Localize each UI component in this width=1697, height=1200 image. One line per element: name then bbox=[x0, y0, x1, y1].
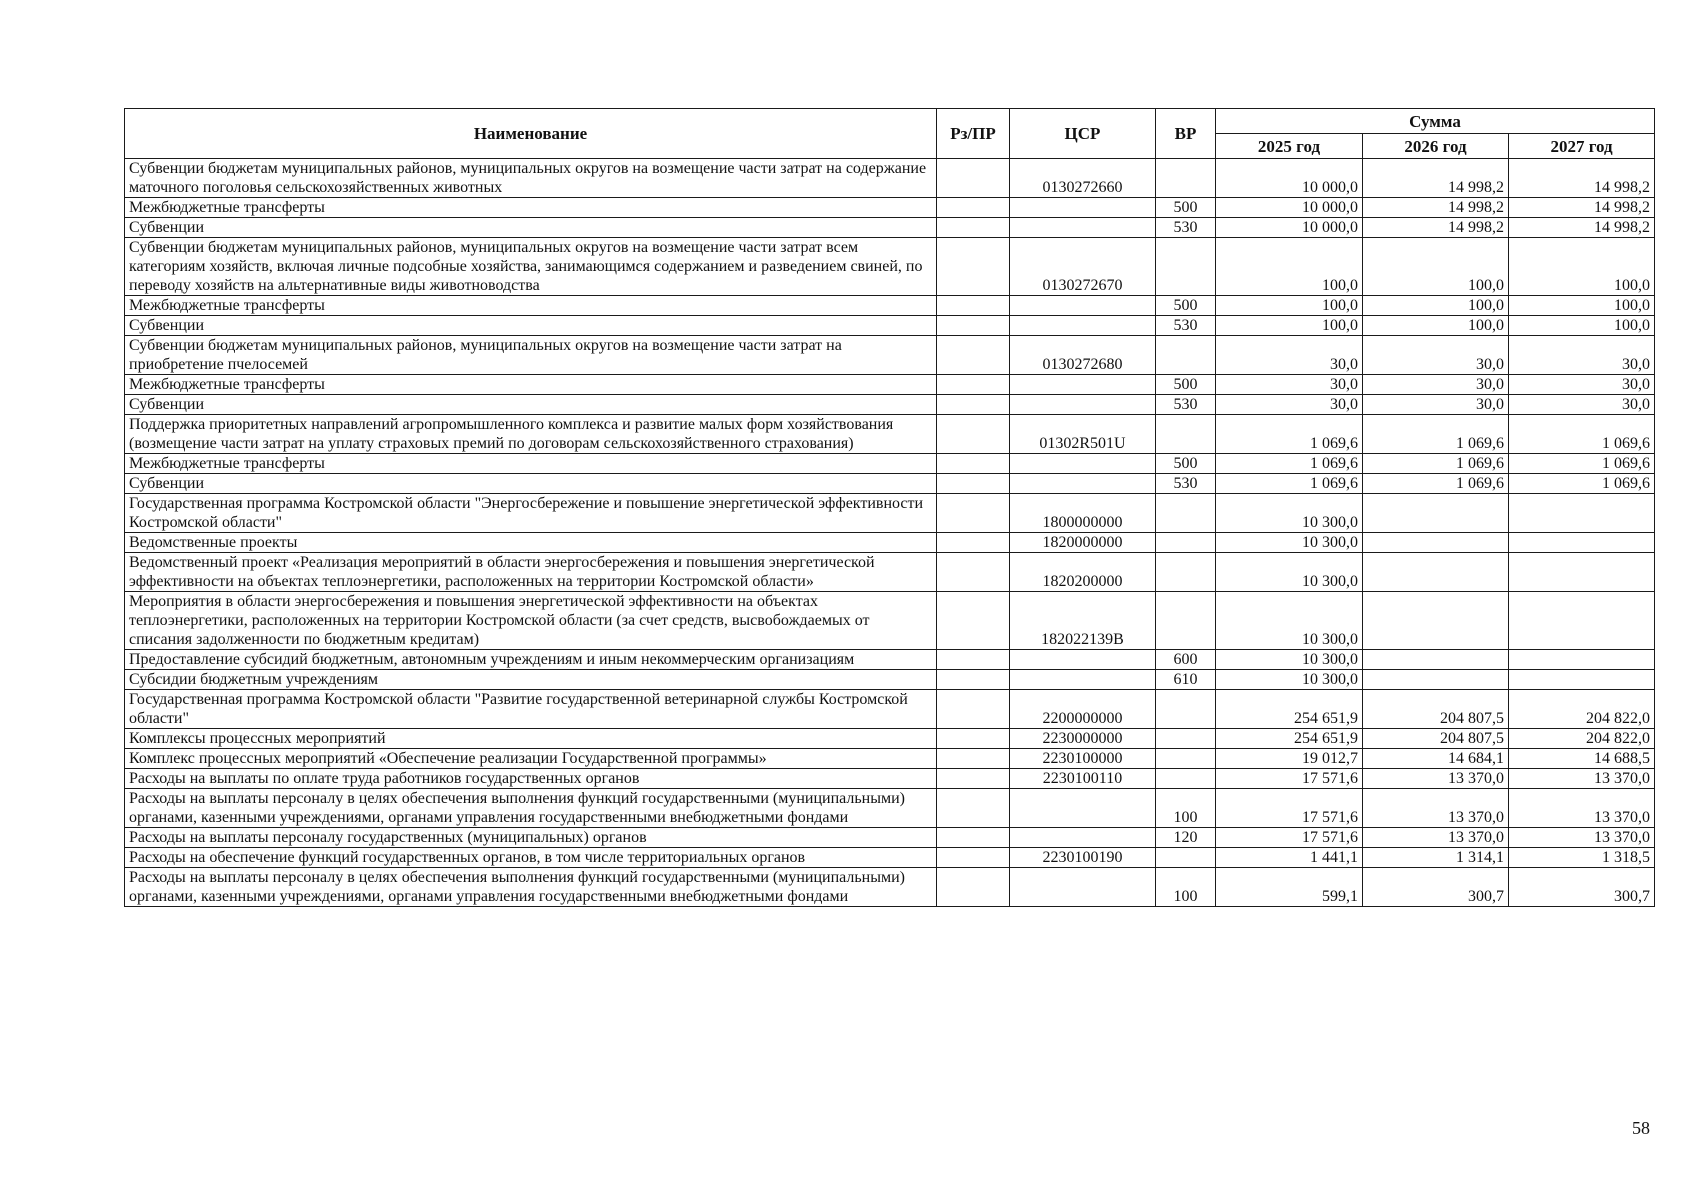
table-row bbox=[125, 828, 1655, 848]
row-rz bbox=[937, 198, 1010, 218]
row-name: Субвенции bbox=[125, 474, 937, 494]
row-2027: 30,0 bbox=[1509, 336, 1655, 375]
table-row bbox=[125, 533, 1655, 553]
row-2027: 13 370,0 bbox=[1509, 789, 1655, 828]
row-vr bbox=[1156, 729, 1216, 749]
row-2025: 10 000,0 bbox=[1216, 218, 1363, 238]
table-row bbox=[125, 198, 1655, 218]
row-vr: 530 bbox=[1156, 218, 1216, 238]
row-name: Комплекс процессных мероприятий «Обеспечение реализации Государственной программы» bbox=[125, 749, 937, 769]
row-vr: 500 bbox=[1156, 375, 1216, 395]
row-2026: 13 370,0 bbox=[1363, 789, 1509, 828]
row-rz bbox=[937, 789, 1010, 828]
row-csr bbox=[1010, 375, 1156, 395]
row-name: Межбюджетные трансферты bbox=[125, 296, 937, 316]
row-csr bbox=[1010, 789, 1156, 828]
row-2025: 19 012,7 bbox=[1216, 749, 1363, 769]
row-2026: 14 998,2 bbox=[1363, 198, 1509, 218]
row-rz bbox=[937, 533, 1010, 553]
row-name: Межбюджетные трансферты bbox=[125, 454, 937, 474]
table-row bbox=[125, 690, 1655, 729]
table-row bbox=[125, 868, 1655, 907]
row-2025: 1 069,6 bbox=[1216, 474, 1363, 494]
row-csr: 0130272670 bbox=[1010, 238, 1156, 296]
col-header-2025: 2025 год bbox=[1216, 134, 1363, 159]
row-2027: 13 370,0 bbox=[1509, 828, 1655, 848]
row-2027 bbox=[1509, 670, 1655, 690]
row-2027: 1 069,6 bbox=[1509, 474, 1655, 494]
row-2027: 30,0 bbox=[1509, 375, 1655, 395]
row-2025: 1 069,6 bbox=[1216, 454, 1363, 474]
row-csr: 2230100110 bbox=[1010, 769, 1156, 789]
row-2025: 1 069,6 bbox=[1216, 415, 1363, 454]
row-2026: 204 807,5 bbox=[1363, 729, 1509, 749]
row-rz bbox=[937, 769, 1010, 789]
row-csr: 2230000000 bbox=[1010, 729, 1156, 749]
row-2027: 14 998,2 bbox=[1509, 198, 1655, 218]
row-2026: 13 370,0 bbox=[1363, 769, 1509, 789]
row-2026 bbox=[1363, 592, 1509, 650]
page-number: 58 bbox=[1632, 1118, 1650, 1138]
row-2025: 17 571,6 bbox=[1216, 769, 1363, 789]
row-vr bbox=[1156, 592, 1216, 650]
row-name: Расходы на выплаты персоналу в целях обеспечения выполнения функций государственными (муниципальными) органами, казенными учреждениями, органами управления государственными внебюджетными фондами bbox=[125, 868, 937, 907]
table-row bbox=[125, 494, 1655, 533]
row-vr: 600 bbox=[1156, 650, 1216, 670]
table-row bbox=[125, 375, 1655, 395]
table-row bbox=[125, 454, 1655, 474]
row-vr bbox=[1156, 749, 1216, 769]
col-header-2026: 2026 год bbox=[1363, 134, 1509, 159]
row-csr bbox=[1010, 454, 1156, 474]
row-2026: 30,0 bbox=[1363, 375, 1509, 395]
table-row bbox=[125, 650, 1655, 670]
row-2025: 10 000,0 bbox=[1216, 159, 1363, 198]
row-rz bbox=[937, 650, 1010, 670]
row-2026: 204 807,5 bbox=[1363, 690, 1509, 729]
table-row bbox=[125, 474, 1655, 494]
row-csr bbox=[1010, 296, 1156, 316]
row-name: Ведомственные проекты bbox=[125, 533, 937, 553]
row-csr bbox=[1010, 474, 1156, 494]
row-2027: 14 998,2 bbox=[1509, 218, 1655, 238]
row-2026: 30,0 bbox=[1363, 336, 1509, 375]
row-2025: 10 000,0 bbox=[1216, 198, 1363, 218]
table-row bbox=[125, 848, 1655, 868]
row-rz bbox=[937, 690, 1010, 729]
col-header-rz: Рз/ПР bbox=[937, 109, 1010, 159]
row-rz bbox=[937, 454, 1010, 474]
table-row bbox=[125, 316, 1655, 336]
row-csr: 182022139В bbox=[1010, 592, 1156, 650]
row-name: Расходы на обеспечение функций государственных органов, в том числе территориальных органов bbox=[125, 848, 937, 868]
row-2026 bbox=[1363, 650, 1509, 670]
row-name: Расходы на выплаты персоналу государственных (муниципальных) органов bbox=[125, 828, 937, 848]
row-vr bbox=[1156, 553, 1216, 592]
row-2026 bbox=[1363, 494, 1509, 533]
row-2026: 100,0 bbox=[1363, 296, 1509, 316]
row-2025: 30,0 bbox=[1216, 395, 1363, 415]
row-name: Субвенции bbox=[125, 218, 937, 238]
row-vr: 530 bbox=[1156, 474, 1216, 494]
row-2027 bbox=[1509, 553, 1655, 592]
row-rz bbox=[937, 316, 1010, 336]
row-vr bbox=[1156, 159, 1216, 198]
table-row bbox=[125, 218, 1655, 238]
row-2026: 100,0 bbox=[1363, 238, 1509, 296]
row-2025: 100,0 bbox=[1216, 238, 1363, 296]
row-2027: 300,7 bbox=[1509, 868, 1655, 907]
row-2027 bbox=[1509, 533, 1655, 553]
row-vr: 100 bbox=[1156, 789, 1216, 828]
row-rz bbox=[937, 375, 1010, 395]
row-csr: 2200000000 bbox=[1010, 690, 1156, 729]
row-vr bbox=[1156, 238, 1216, 296]
row-csr: 01302R501U bbox=[1010, 415, 1156, 454]
row-2027: 100,0 bbox=[1509, 296, 1655, 316]
row-rz bbox=[937, 749, 1010, 769]
row-2027 bbox=[1509, 650, 1655, 670]
row-rz bbox=[937, 296, 1010, 316]
table-row bbox=[125, 336, 1655, 375]
row-rz bbox=[937, 218, 1010, 238]
table-row bbox=[125, 415, 1655, 454]
row-name: Межбюджетные трансферты bbox=[125, 198, 937, 218]
row-rz bbox=[937, 670, 1010, 690]
table-row bbox=[125, 592, 1655, 650]
table-row bbox=[125, 395, 1655, 415]
row-2025: 10 300,0 bbox=[1216, 592, 1363, 650]
row-vr bbox=[1156, 848, 1216, 868]
row-name: Поддержка приоритетных направлений агропромышленного комплекса и развитие малых форм хозяйствования (возмещение части затрат на уплату страховых премий по договорам сельскохозяйственного страхования) bbox=[125, 415, 937, 454]
row-vr bbox=[1156, 533, 1216, 553]
col-header-name: Наименование bbox=[125, 109, 937, 159]
table-row bbox=[125, 729, 1655, 749]
table-row bbox=[125, 553, 1655, 592]
row-2027: 1 318,5 bbox=[1509, 848, 1655, 868]
row-name: Государственная программа Костромской области "Развитие государственной ветеринарной службы Костромской области" bbox=[125, 690, 937, 729]
row-rz bbox=[937, 592, 1010, 650]
table-body bbox=[125, 159, 1655, 907]
row-2026: 100,0 bbox=[1363, 316, 1509, 336]
row-2027: 1 069,6 bbox=[1509, 415, 1655, 454]
row-vr bbox=[1156, 494, 1216, 533]
row-rz bbox=[937, 159, 1010, 198]
col-header-2027: 2027 год bbox=[1509, 134, 1655, 159]
row-name: Государственная программа Костромской области "Энергосбережение и повышение энергетической эффективности Костромской области" bbox=[125, 494, 937, 533]
row-2025: 30,0 bbox=[1216, 375, 1363, 395]
row-vr: 500 bbox=[1156, 296, 1216, 316]
row-2026: 14 998,2 bbox=[1363, 159, 1509, 198]
row-2027: 14 998,2 bbox=[1509, 159, 1655, 198]
budget-table bbox=[124, 108, 1655, 907]
row-csr: 0130272680 bbox=[1010, 336, 1156, 375]
row-2027: 30,0 bbox=[1509, 395, 1655, 415]
row-2025: 10 300,0 bbox=[1216, 533, 1363, 553]
row-2027: 13 370,0 bbox=[1509, 769, 1655, 789]
row-2025: 10 300,0 bbox=[1216, 650, 1363, 670]
row-name: Расходы на выплаты по оплате труда работников государственных органов bbox=[125, 769, 937, 789]
row-name: Ведомственный проект «Реализация мероприятий в области энергосбережения и повышения энергетической эффективности на объектах теплоэнергетики, расположенных на территории Костромской области» bbox=[125, 553, 937, 592]
row-2025: 10 300,0 bbox=[1216, 553, 1363, 592]
row-rz bbox=[937, 474, 1010, 494]
table-row bbox=[125, 769, 1655, 789]
row-rz bbox=[937, 848, 1010, 868]
row-2026: 1 069,6 bbox=[1363, 474, 1509, 494]
row-csr bbox=[1010, 828, 1156, 848]
row-2027: 204 822,0 bbox=[1509, 690, 1655, 729]
row-rz bbox=[937, 336, 1010, 375]
row-csr: 1800000000 bbox=[1010, 494, 1156, 533]
row-vr: 100 bbox=[1156, 868, 1216, 907]
row-2025: 599,1 bbox=[1216, 868, 1363, 907]
row-2027: 14 688,5 bbox=[1509, 749, 1655, 769]
row-2026: 30,0 bbox=[1363, 395, 1509, 415]
row-rz bbox=[937, 395, 1010, 415]
row-name: Субвенции bbox=[125, 316, 937, 336]
row-2026: 1 069,6 bbox=[1363, 454, 1509, 474]
table-row bbox=[125, 238, 1655, 296]
row-2025: 254 651,9 bbox=[1216, 690, 1363, 729]
row-2027: 100,0 bbox=[1509, 238, 1655, 296]
row-name: Субвенции бюджетам муниципальных районов, муниципальных округов на возмещение части затрат на приобретение пчелосемей bbox=[125, 336, 937, 375]
row-2027: 100,0 bbox=[1509, 316, 1655, 336]
row-csr: 1820000000 bbox=[1010, 533, 1156, 553]
row-2026: 1 069,6 bbox=[1363, 415, 1509, 454]
row-name: Предоставление субсидий бюджетным, автономным учреждениям и иным некоммерческим организациям bbox=[125, 650, 937, 670]
row-name: Субвенции бюджетам муниципальных районов, муниципальных округов на возмещение части затрат на содержание маточного поголовья сельскохозяйственных животных bbox=[125, 159, 937, 198]
row-csr: 2230100190 bbox=[1010, 848, 1156, 868]
table-row bbox=[125, 789, 1655, 828]
row-csr bbox=[1010, 198, 1156, 218]
row-vr: 610 bbox=[1156, 670, 1216, 690]
row-rz bbox=[937, 415, 1010, 454]
row-2026: 1 314,1 bbox=[1363, 848, 1509, 868]
row-2025: 30,0 bbox=[1216, 336, 1363, 375]
row-2026: 14 684,1 bbox=[1363, 749, 1509, 769]
row-name: Расходы на выплаты персоналу в целях обеспечения выполнения функций государственными (муниципальными) органами, казенными учреждениями, органами управления государственными внебюджетными фондами bbox=[125, 789, 937, 828]
row-csr bbox=[1010, 218, 1156, 238]
row-name: Субсидии бюджетным учреждениям bbox=[125, 670, 937, 690]
row-rz bbox=[937, 868, 1010, 907]
col-header-csr: ЦСР bbox=[1010, 109, 1156, 159]
row-rz bbox=[937, 494, 1010, 533]
row-2025: 100,0 bbox=[1216, 296, 1363, 316]
row-rz bbox=[937, 828, 1010, 848]
row-csr: 1820200000 bbox=[1010, 553, 1156, 592]
row-2027: 1 069,6 bbox=[1509, 454, 1655, 474]
row-csr bbox=[1010, 395, 1156, 415]
row-2025: 254 651,9 bbox=[1216, 729, 1363, 749]
col-header-vr: ВР bbox=[1156, 109, 1216, 159]
row-2027 bbox=[1509, 494, 1655, 533]
row-2025: 1 441,1 bbox=[1216, 848, 1363, 868]
table-row bbox=[125, 159, 1655, 198]
row-csr: 0130272660 bbox=[1010, 159, 1156, 198]
row-2026: 13 370,0 bbox=[1363, 828, 1509, 848]
row-name: Субвенции бюджетам муниципальных районов, муниципальных округов на возмещение части затрат всем категориям хозяйств, включая личные подсобные хозяйства, занимающимся содержанием и разведением свиней, по переводу хозяйств на альтернативные виды животноводства bbox=[125, 238, 937, 296]
row-rz bbox=[937, 729, 1010, 749]
row-csr bbox=[1010, 868, 1156, 907]
row-csr bbox=[1010, 670, 1156, 690]
row-rz bbox=[937, 553, 1010, 592]
row-vr: 500 bbox=[1156, 198, 1216, 218]
row-2025: 17 571,6 bbox=[1216, 789, 1363, 828]
row-vr bbox=[1156, 336, 1216, 375]
col-header-sum: Сумма bbox=[1216, 109, 1655, 134]
row-name: Субвенции bbox=[125, 395, 937, 415]
row-name: Мероприятия в области энергосбережения и повышения энергетической эффективности на объектах теплоэнергетики, расположенных на территории Костромской области (за счет средств, высвобождаемых от списания задолженности по бюджетным кредитам) bbox=[125, 592, 937, 650]
row-name: Межбюджетные трансферты bbox=[125, 375, 937, 395]
table-row bbox=[125, 296, 1655, 316]
row-vr: 530 bbox=[1156, 395, 1216, 415]
table-header bbox=[125, 109, 1655, 159]
row-2026: 300,7 bbox=[1363, 868, 1509, 907]
row-2025: 17 571,6 bbox=[1216, 828, 1363, 848]
row-2027: 204 822,0 bbox=[1509, 729, 1655, 749]
row-vr: 500 bbox=[1156, 454, 1216, 474]
row-2026 bbox=[1363, 670, 1509, 690]
row-2026 bbox=[1363, 553, 1509, 592]
row-rz bbox=[937, 238, 1010, 296]
row-2026: 14 998,2 bbox=[1363, 218, 1509, 238]
row-vr bbox=[1156, 769, 1216, 789]
table-row bbox=[125, 749, 1655, 769]
row-vr bbox=[1156, 690, 1216, 729]
row-vr: 120 bbox=[1156, 828, 1216, 848]
row-csr: 2230100000 bbox=[1010, 749, 1156, 769]
table-row bbox=[125, 670, 1655, 690]
row-csr bbox=[1010, 650, 1156, 670]
row-name: Комплексы процессных мероприятий bbox=[125, 729, 937, 749]
row-2025: 10 300,0 bbox=[1216, 670, 1363, 690]
row-2025: 10 300,0 bbox=[1216, 494, 1363, 533]
row-csr bbox=[1010, 316, 1156, 336]
row-2026 bbox=[1363, 533, 1509, 553]
row-2027 bbox=[1509, 592, 1655, 650]
row-2025: 100,0 bbox=[1216, 316, 1363, 336]
row-vr: 530 bbox=[1156, 316, 1216, 336]
row-vr bbox=[1156, 415, 1216, 454]
